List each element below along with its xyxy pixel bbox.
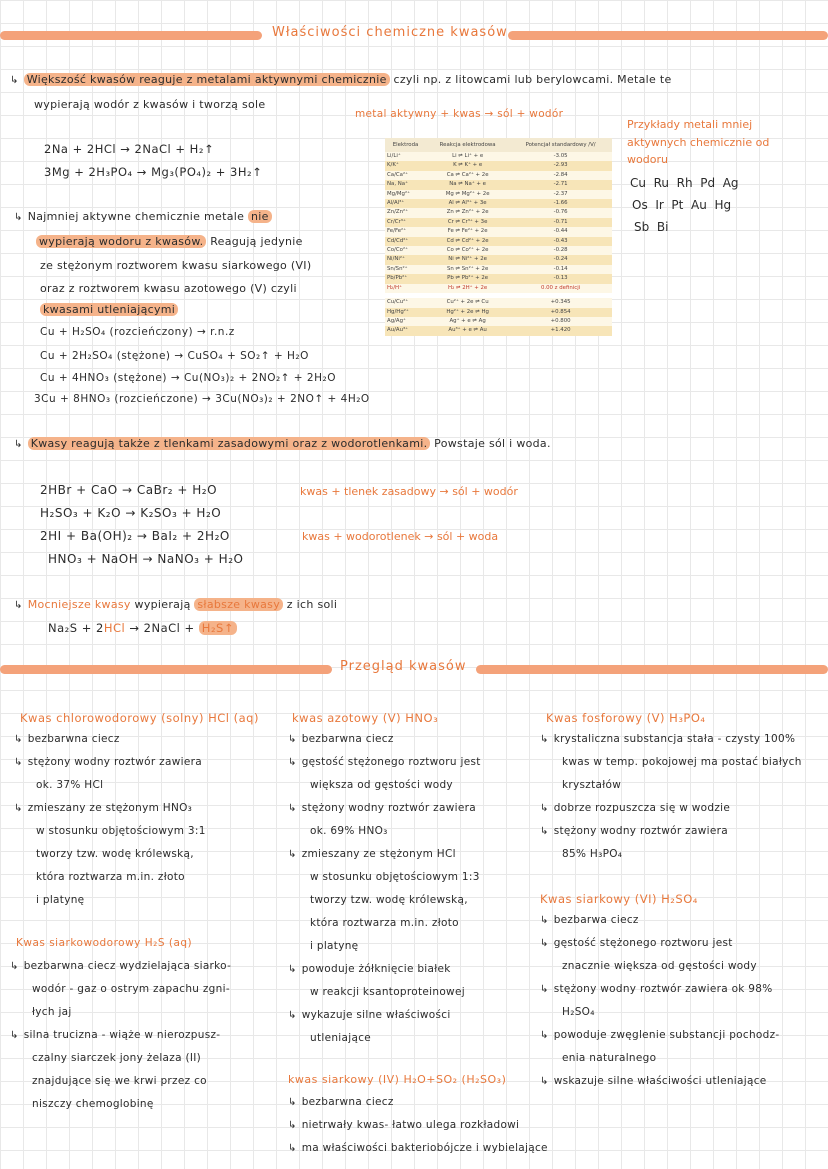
table-cell: Co/Co²⁺ [385,246,426,255]
table-cell: Cr/Cr³⁺ [385,218,426,227]
table-cell: -0.43 [509,237,612,246]
list-item-text: utleniające [310,1032,372,1044]
text: wypierają [130,598,195,611]
table-cell: +0.854 [509,308,612,317]
col2-title2: kwas siarkowy (IV) H₂O+SO₂ (H₂SO₃) [288,1073,507,1086]
review-bar-right [476,665,828,674]
table-row [385,190,612,199]
s4-equation [48,621,237,635]
s2-line4: oraz z roztworem kwasu azotowego (V) czyli [40,282,297,295]
table-row [385,317,612,326]
table-cell: -2.71 [509,180,612,189]
s2-line1 [14,210,272,223]
s2-line5 [40,303,178,316]
header-bar-left [0,31,262,40]
s3-scheme1: kwas + tlenek zasadowy → sól + wodór [300,485,518,498]
list-item [310,825,388,837]
list-item [310,986,465,998]
list-item [288,733,394,745]
table-cell: Al/Al³⁺ [385,199,426,208]
text: Reagują jedynie [206,235,303,248]
table-cell: H₂/H⁺ [385,284,426,293]
text: Mocniejsze kwasy [27,598,131,611]
equation: Cu + 2H₂SO₄ (stężone) → CuSO₄ + SO₂↑ + H₂O [40,350,309,362]
list-item-text: ok. 69% HNO₃ [310,825,388,837]
list-item [32,1075,207,1087]
list-item [14,733,120,745]
text: czyli np. z litowcami lub berylowcami. Metale te [389,73,672,86]
table-cell: 0.00 z definicji [509,284,612,293]
table-row [385,199,612,208]
list-item-text: bezbarwna ciecz wydzielająca siarko- [23,960,232,972]
highlight-text: Kwasy reagują także z tlenkami zasadowymi oraz z wodorotlenkami. [28,437,431,450]
bullet-arrow-icon: ↳ [14,734,23,745]
review-title: Przegląd kwasów [340,659,467,674]
list-item [14,802,192,814]
list-item-text: bezbarwna ciecz [301,733,394,745]
list-item-text: 85% H₃PO₄ [562,848,623,860]
table-row [385,265,612,274]
list-item-text: niszczy chemoglobinę [32,1098,154,1110]
list-item-text: czalny siarczek jony żelaza (II) [32,1052,202,1064]
col3-title2: Kwas siarkowy (VI) H₂SO₄ [540,892,698,906]
highlight-text: Większość kwasów reaguje z metalami aktywnymi chemicznie [24,73,390,86]
bullet-arrow-icon: ↳ [14,600,23,611]
table-cell: Li/Li⁺ [385,152,426,161]
list-item-text: stężony wodny roztwór zawiera ok 98% [553,983,773,995]
s2-line3: ze stężonym roztworem kwasu siarkowego (VI) [40,259,312,272]
examples-row1: Cu Ru Rh Pd Ag [630,176,739,190]
table-row [385,274,612,283]
table-row [385,237,612,246]
table-cell: Au/Au³⁺ [385,326,426,335]
list-item-text: i platynę [310,940,359,952]
text: Powstaje sól i woda. [430,437,551,450]
table-cell: H₂ ⇌ 2H⁺ + 2e [426,284,509,293]
list-item-text: w stosunku objętościowym 3:1 [36,825,206,837]
table-row [385,161,612,170]
table-cell: Cu/Cu²⁺ [385,298,426,307]
list-item [32,1052,201,1064]
list-item [36,894,84,906]
list-item-text: stężony wodny roztwór zawiera [301,802,476,814]
bullet-arrow-icon: ↳ [14,212,23,223]
text: z ich soli [283,598,338,611]
list-item-text: wodór - gaz o ostrym zapachu zgni- [32,983,230,995]
list-item [540,937,733,949]
table-cell: Fe ⇌ Fe²⁺ + 2e [426,227,509,236]
table-cell: Ag⁺ + e ⇌ Ag [426,317,509,326]
bullet-arrow-icon: ↳ [288,1120,297,1131]
list-item-text: zmieszany ze stężonym HCl [301,848,456,860]
examples-title-line3: wodoru [627,153,668,166]
s4-intro [14,598,337,611]
s2-line2 [36,235,303,248]
bullet-arrow-icon: ↳ [540,915,549,926]
table-header: Reakcja elektrodowa [426,138,509,152]
text: HCl [103,621,126,635]
list-item-text: w stosunku objętościowym 1:3 [310,871,480,883]
bullet-arrow-icon: ↳ [540,1030,549,1041]
highlight-text: kwasami utleniającymi [40,303,178,316]
list-item [562,1006,595,1018]
table-cell: Sn/Sn²⁺ [385,265,426,274]
list-item-text: tworzy tzw. wodę królewską, [310,894,468,906]
bullet-arrow-icon: ↳ [288,734,297,745]
list-item [540,983,773,995]
list-item [10,1029,220,1041]
table-row [385,284,612,293]
table-cell: Pb ⇌ Pb²⁺ + 2e [426,274,509,283]
table-cell: Fe/Fe²⁺ [385,227,426,236]
equation: Cu + H₂SO₄ (rozcieńczony) → r.n.z [40,326,235,338]
table-cell: Zn/Zn²⁺ [385,208,426,217]
equation: 2HI + Ba(OH)₂ → BaI₂ + 2H₂O [40,529,230,543]
list-item-text: bezbarwna ciecz [27,733,120,745]
table-cell: +1.420 [509,326,612,335]
list-item [32,1006,72,1018]
list-item-text: która roztwarza m.in. złoto [36,871,185,883]
table-cell: Hg/Hg²⁺ [385,308,426,317]
table-cell: Na, Na⁺ [385,180,426,189]
bullet-arrow-icon: ↳ [10,961,19,972]
s1-intro-line1 [10,73,672,86]
list-item-text: kwas w temp. pokojowej ma postać białych [562,756,802,768]
list-item-text: ma właściwości bakteriobójcze i wybielające [301,1142,548,1154]
table-row [385,298,612,307]
equation: 2HBr + CaO → CaBr₂ + H₂O [40,483,218,497]
table-cell: Cd ⇌ Cd²⁺ + 2e [426,237,509,246]
table-row [385,227,612,236]
list-item-text: enia naturalnego [562,1052,657,1064]
examples-title-line1: Przykłady metali mniej [627,118,753,131]
list-item [288,1096,394,1108]
header-bar-right [508,31,828,40]
examples-title-line2: aktywnych chemicznie od [627,136,770,149]
list-item [540,825,728,837]
examples-row3: Sb Bi [634,220,669,234]
table-row [385,218,612,227]
table-row [385,326,612,335]
list-item [562,779,621,791]
list-item-text: powoduje żółknięcie białek [301,963,451,975]
text: Na₂S + 2 [48,621,104,635]
list-item [288,963,451,975]
col3-title: Kwas fosforowy (V) H₃PO₄ [546,711,706,725]
bullet-arrow-icon: ↳ [288,757,297,768]
list-item-text: bezbarwa ciecz [553,914,639,926]
table-cell: -0.13 [509,274,612,283]
list-item [310,894,468,906]
col1-title2: Kwas siarkowodorowy H₂S (aq) [16,937,193,949]
table-cell: Zn ⇌ Zn²⁺ + 2e [426,208,509,217]
table-cell: Na ⇌ Na⁺ + e [426,180,509,189]
table-row [385,180,612,189]
table-row [385,255,612,264]
list-item-text: silna trucizna - wiąże w nierozpusz- [23,1029,221,1041]
list-item [540,802,730,814]
list-item-text: tworzy tzw. wodę królewską, [36,848,194,860]
bullet-arrow-icon: ↳ [288,1143,297,1154]
table-row [385,246,612,255]
list-item-text: powoduje zwęglenie substancji pochodz- [553,1029,780,1041]
table-row [385,171,612,180]
table-cell: -0.71 [509,218,612,227]
col2-title: kwas azotowy (V) HNO₃ [292,711,439,725]
list-item [32,1098,154,1110]
equation: 3Mg + 2H₃PO₄ → Mg₃(PO₄)₂ + 3H₂↑ [44,165,263,179]
bullet-arrow-icon: ↳ [540,938,549,949]
s1-scheme: metal aktywny + kwas → sól + wodór [355,108,564,120]
bullet-arrow-icon: ↳ [288,1010,297,1021]
table-cell: Au³⁺ + e ⇌ Au [426,326,509,335]
list-item [10,960,231,972]
list-item-text: zmieszany ze stężonym HNO₃ [27,802,193,814]
list-item [288,848,456,860]
table-cell: +0.345 [509,298,612,307]
list-item [32,983,230,995]
list-item [36,825,206,837]
table-cell: Cu²⁺ + 2e ⇌ Cu [426,298,509,307]
bullet-arrow-icon: ↳ [288,1097,297,1108]
list-item [562,756,802,768]
bullet-arrow-icon: ↳ [540,1076,549,1087]
list-item-text: H₂SO₄ [562,1006,595,1018]
table-cell: Al ⇌ Al³⁺ + 3e [426,199,509,208]
list-item [36,871,185,883]
table-row [385,152,612,161]
bullet-arrow-icon: ↳ [540,984,549,995]
table-cell: -2.37 [509,190,612,199]
list-item [36,848,194,860]
list-item-text: wykazuje silne właściwości [301,1009,451,1021]
text: Najmniej aktywne chemicznie metale [27,210,248,223]
table-cell: Mg/Mg²⁺ [385,190,426,199]
table-cell: Ni ⇌ Ni²⁺ + 2e [426,255,509,264]
table-cell: K ⇌ K⁺ + e [426,161,509,170]
highlight-text: nie [248,210,272,223]
list-item-text: która roztwarza m.in. złoto [310,917,459,929]
bullet-arrow-icon: ↳ [288,803,297,814]
list-item [288,802,476,814]
table-header: Elektroda [385,138,426,152]
table-cell: Hg²⁺ + 2e ⇌ Hg [426,308,509,317]
col1-title: Kwas chlorowodorowy (solny) HCl (aq) [20,711,259,725]
highlight-text: wypierają wodoru z kwasów. [36,235,206,248]
list-item [540,1075,767,1087]
table-cell: +0.800 [509,317,612,326]
list-item [310,779,453,791]
list-item [562,848,622,860]
list-item [540,733,795,745]
table-header: Potencjał standardowy /V/ [509,138,612,152]
highlight-text: H₂S↑ [199,621,237,635]
list-item [310,917,459,929]
list-item [540,914,639,926]
table-cell: -0.14 [509,265,612,274]
text: → 2NaCl + [125,621,199,635]
s3-intro [14,437,551,450]
table-cell: Cr ⇌ Cr³⁺ + 3e [426,218,509,227]
bullet-arrow-icon: ↳ [14,757,23,768]
table-cell: Cd/Cd²⁺ [385,237,426,246]
list-item-text: i platynę [36,894,85,906]
review-bar-left [0,665,332,674]
bullet-arrow-icon: ↳ [540,826,549,837]
table-cell: Ca/Ca²⁺ [385,171,426,180]
table-cell: Ni/Ni²⁺ [385,255,426,264]
list-item [562,1052,656,1064]
table-row [385,308,612,317]
table-cell: -0.24 [509,255,612,264]
list-item-text: stężony wodny roztwór zawiera [27,756,202,768]
list-item-text: gęstość stężonego roztworu jest [301,756,481,768]
table-cell: Mg ⇌ Mg²⁺ + 2e [426,190,509,199]
equation: HNO₃ + NaOH → NaNO₃ + H₂O [48,552,244,566]
list-item [288,1142,548,1154]
bullet-arrow-icon: ↳ [10,75,19,86]
list-item [14,756,202,768]
list-item-text: kryształów [562,779,622,791]
list-item-text: łych jaj [32,1006,72,1018]
table-row [385,208,612,217]
bullet-arrow-icon: ↳ [10,1030,19,1041]
s1-intro-line2: wypierają wodór z kwasów i tworzą sole [34,98,266,111]
table-cell: Li ⇌ Li⁺ + e [426,152,509,161]
list-item-text: większa od gęstości wody [310,779,453,791]
list-item-text: dobrze rozpuszcza się w wodzie [553,802,731,814]
list-item-text: ok. 37% HCl [36,779,104,791]
table-cell: Ag/Ag⁺ [385,317,426,326]
list-item-text: gęstość stężonego roztworu jest [553,937,733,949]
list-item [540,1029,780,1041]
equation: 2Na + 2HCl → 2NaCl + H₂↑ [44,142,215,156]
list-item-text: znacznie większa od gęstości wody [562,960,757,972]
list-item [310,940,358,952]
list-item-text: wskazuje silne właściwości utleniające [553,1075,767,1087]
list-item-text: znajdujące się we krwi przez co [32,1075,207,1087]
bullet-arrow-icon: ↳ [14,803,23,814]
table-cell: K/K⁺ [385,161,426,170]
table-cell: -1.66 [509,199,612,208]
list-item [310,1032,371,1044]
list-item-text: nietrwały kwas- łatwo ulega rozkładowi [301,1119,520,1131]
table-cell: -0.28 [509,246,612,255]
bullet-arrow-icon: ↳ [288,849,297,860]
bullet-arrow-icon: ↳ [14,439,23,450]
list-item [36,779,103,791]
table-cell: Pb/Pb²⁺ [385,274,426,283]
page-title: Właściwości chemiczne kwasów [272,25,508,40]
list-item-text: bezbarwna ciecz [301,1096,394,1108]
equation: H₂SO₃ + K₂O → K₂SO₃ + H₂O [40,506,222,520]
s3-scheme2: kwas + wodorotlenek → sól + woda [302,530,499,543]
bullet-arrow-icon: ↳ [540,734,549,745]
table-cell: -0.76 [509,208,612,217]
list-item [288,756,481,768]
list-item-text: w reakcji ksantoproteinowej [310,986,465,998]
table-cell: -2.84 [509,171,612,180]
electrochemical-series-table [385,138,612,336]
examples-row2: Os Ir Pt Au Hg [632,198,732,212]
bullet-arrow-icon: ↳ [288,964,297,975]
table-cell: Sn ⇌ Sn²⁺ + 2e [426,265,509,274]
table-cell: -0.44 [509,227,612,236]
highlight-text: słabsze kwasy [194,598,283,611]
list-item [310,871,480,883]
table-cell: Co ⇌ Co²⁺ + 2e [426,246,509,255]
table-cell: -2.93 [509,161,612,170]
list-item [288,1009,451,1021]
list-item-text: stężony wodny roztwór zawiera [553,825,728,837]
table-cell: -3.05 [509,152,612,161]
equation: Cu + 4HNO₃ (stężone) → Cu(NO₃)₂ + 2NO₂↑ + 2H₂O [40,372,336,384]
list-item [562,960,757,972]
table-cell: Ca ⇌ Ca²⁺ + 2e [426,171,509,180]
list-item-text: krystaliczna substancja stała - czysty 100% [553,733,796,745]
equation: 3Cu + 8HNO₃ (rozcieńczone) → 3Cu(NO₃)₂ + 2NO↑ + 4H₂O [34,393,370,405]
list-item [288,1119,519,1131]
bullet-arrow-icon: ↳ [540,803,549,814]
